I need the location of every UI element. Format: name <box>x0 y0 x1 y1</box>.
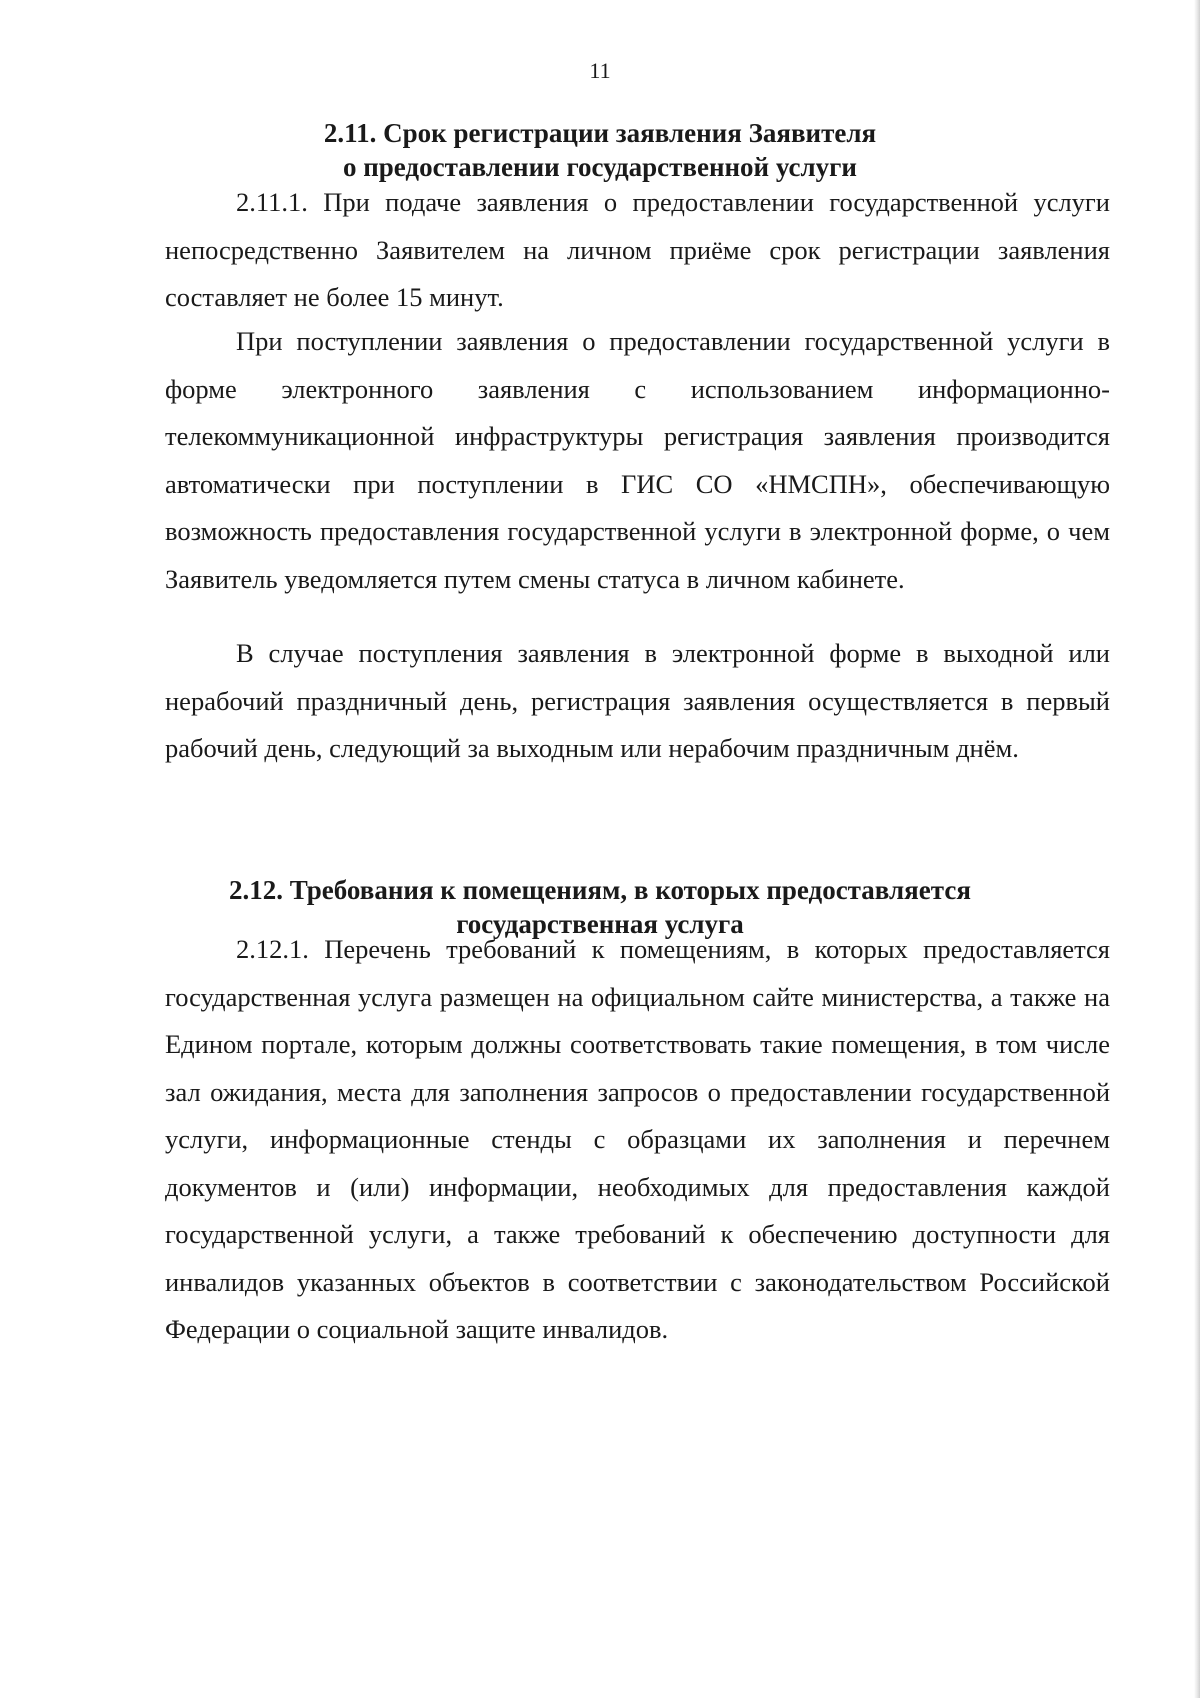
paragraph-2-11-1: 2.11.1. При подаче заявления о предоставлении государственной услуги непосредственно Заявителем на личном приёме срок регистрации заявления составляет не более 15 минут. <box>165 187 1110 312</box>
paragraph-2-12-1: 2.12.1. Перечень требований к помещениям, в которых предоставляется государственная услуга размещен на официальном сайте министерства, а также на Едином портале, которым должны соответствовать такие помещения, в том числе зал ожидания, места для заполнения запросов о предоставлении государственной услуги, информационные стенды с образцами их заполнения и перечнем документов и (или) информации, необходимых для предоставления каждой государственной услуги, а также требований к обеспечению доступности для инвалидов указанных объектов в соответствии с законодательством Российской Федерации о социальной защите инвалидов. <box>165 934 1110 1344</box>
section-2-11-heading-line2: о предоставлении государственной услуги <box>342 152 857 182</box>
section-2-12-heading-line1: 2.12. Требования к помещениям, в которых предоставляется <box>229 875 971 905</box>
page-number: 11 <box>589 58 611 83</box>
section-2-11-heading <box>140 116 1060 184</box>
section-2-11-heading-line1: 2.11. Срок регистрации заявления Заявителя <box>323 118 877 148</box>
scan-edge <box>1194 0 1200 1698</box>
paragraph-2-11-2: При поступлении заявления о предоставлении государственной услуги в форме электронного заявления с использованием информационно-телекоммуникационной инфраструктуры регистрация заявления производится автоматически при поступлении в ГИС СО «НМСПН», обеспечивающую возможность предоставления государственной услуги в электронной форме, о чем Заявитель уведомляется путем смены статуса в личном кабинете. <box>165 326 1110 594</box>
paragraph-2-11-3: В случае поступления заявления в электронной форме в выходной или нерабочий праздничный день, регистрация заявления осуществляется в первый рабочий день, следующий за выходным или нерабочим праздничным днём. <box>165 638 1110 763</box>
section-2-12-heading-line2: государственная услуга <box>456 909 744 939</box>
